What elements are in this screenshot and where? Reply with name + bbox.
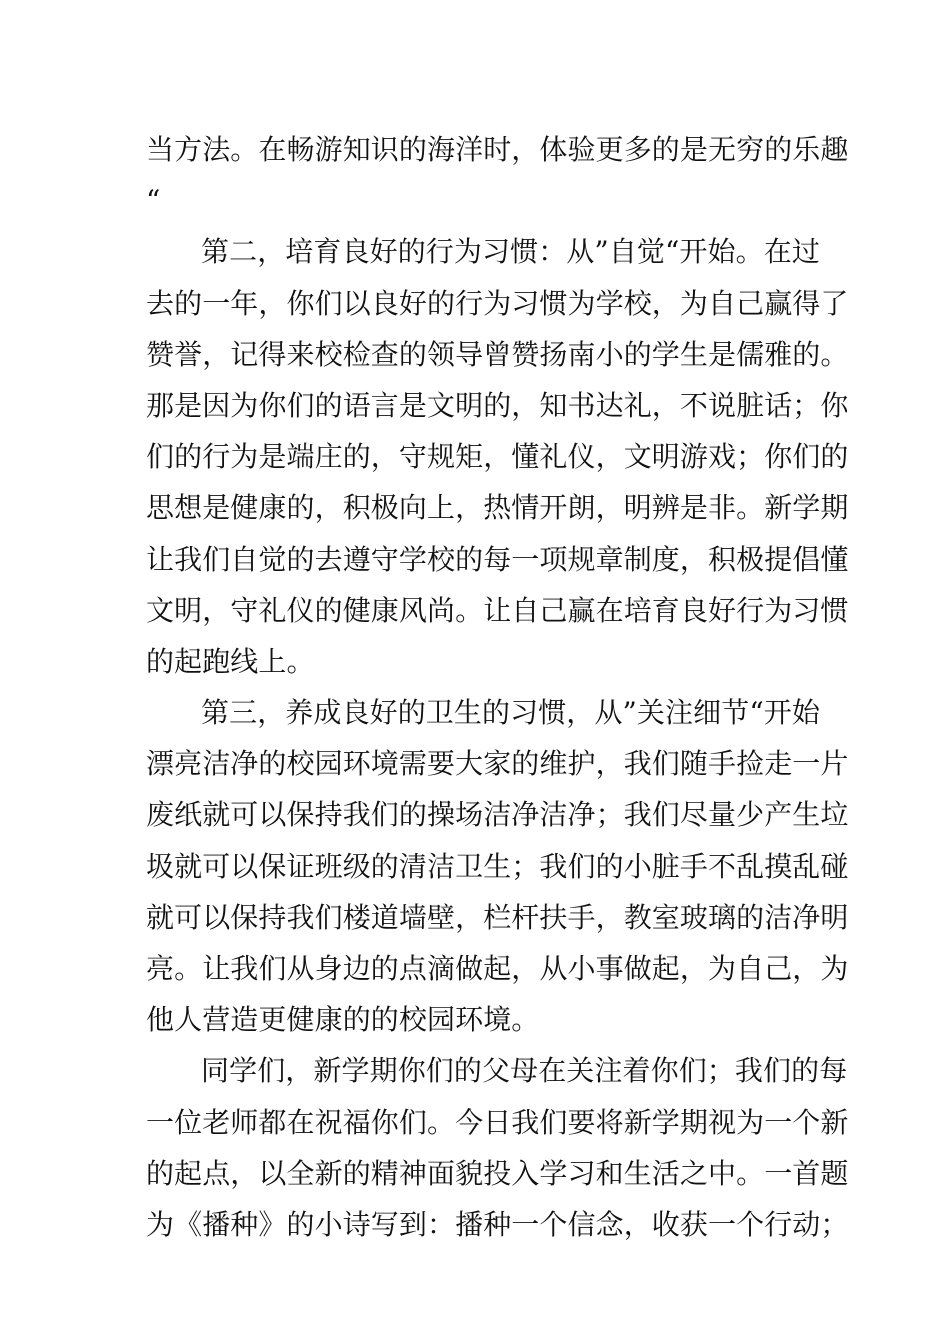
text-line: 文明，守礼仪的健康风尚。让自己赢在培育良好行为习惯 <box>146 593 849 627</box>
text-line: 漂亮洁净的校园环境需要大家的维护，我们随手捡走一片 <box>146 747 849 781</box>
paragraph-start-line: 第三，养成良好的卫生的习惯，从”关注细节“开始 <box>201 696 820 730</box>
text-line: 亮。让我们从身边的点滴做起，从小事做起，为自己，为 <box>146 952 849 985</box>
paragraph-start-line: 同学们，新学期你们的父母在关注着你们；我们的每 <box>201 1054 848 1088</box>
text-line: 为《播种》的小诗写到：播种一个信念，收获一个行动； <box>146 1207 849 1241</box>
text-line: 的起跑线上。 <box>146 644 315 678</box>
text-line: 去的一年，你们以良好的行为习惯为学校，为自己赢得了 <box>146 286 849 320</box>
text-line: 让我们自觉的去遵守学校的每一项规章制度，积极提倡懂 <box>146 542 849 576</box>
text-line: 废纸就可以保持我们的操场洁净洁净；我们尽量少产生垃 <box>146 798 849 832</box>
text-line: 的起点，以全新的精神面貌投入学习和生活之中。一首题 <box>146 1156 849 1190</box>
text-line: 赞誉，记得来校检查的领导曾赞扬南小的学生是儒雅的。 <box>146 337 849 371</box>
text-line: 一位老师都在祝福你们。今日我们要将新学期视为一个新 <box>146 1105 849 1139</box>
text-line: 们的行为是端庄的，守规矩，懂礼仪，文明游戏；你们的 <box>146 440 849 474</box>
body-text <box>146 124 849 1250</box>
paragraph-start-line: 第二，培育良好的行为习惯：从”自觉“开始。在过 <box>201 235 820 269</box>
text-line: 他人营造更健康的的校园环境。 <box>146 1003 540 1037</box>
text-line: “ <box>146 184 161 218</box>
text-line: 就可以保持我们楼道墙壁，栏杆扶手，教室玻璃的洁净明 <box>146 900 849 934</box>
text-line: 那是因为你们的语言是文明的，知书达礼，不说脏话；你 <box>146 388 849 422</box>
text-line: 圾就可以保证班级的清洁卫生；我们的小脏手不乱摸乱碰 <box>146 849 849 883</box>
text-line: 当方法。在畅游知识的海洋时，体验更多的是无穷的乐趣 <box>146 133 849 166</box>
text-line: 思想是健康的，积极向上，热情开朗，明辨是非。新学期 <box>146 491 849 525</box>
